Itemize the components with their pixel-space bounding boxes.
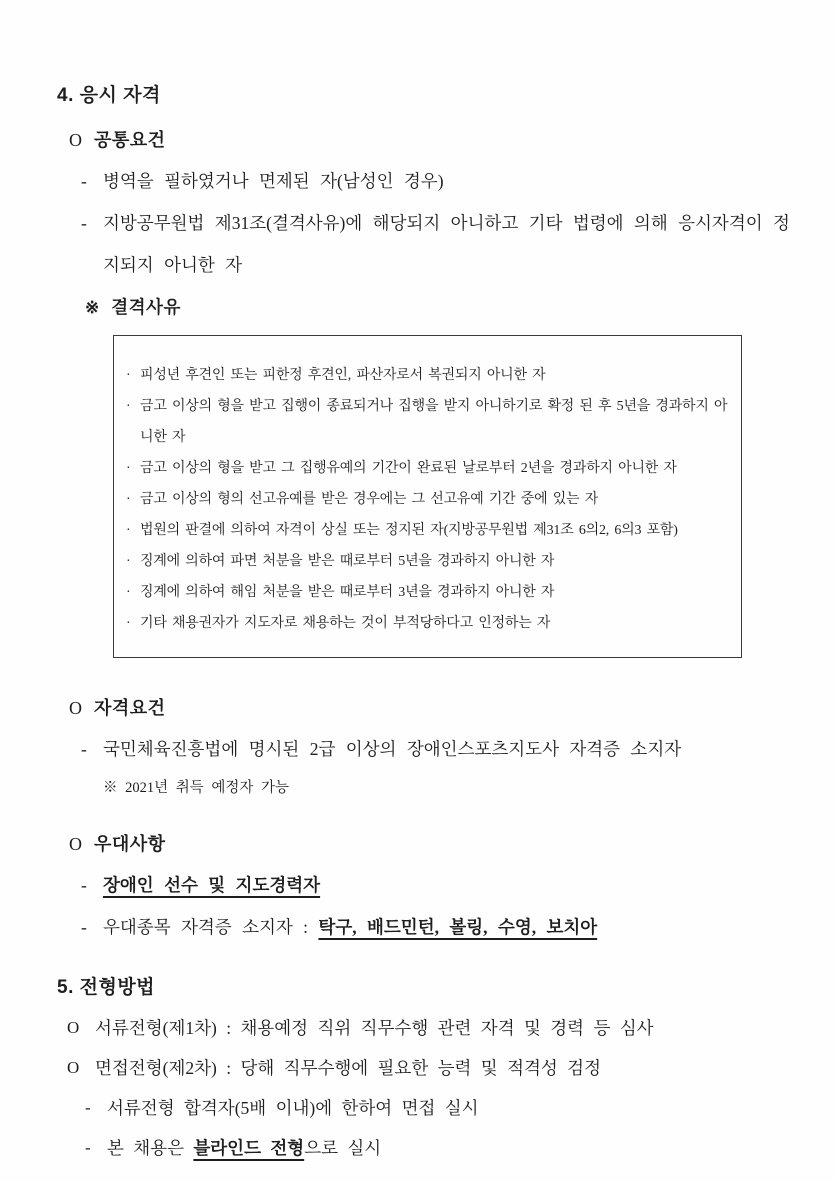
circle-bullet: O	[67, 1058, 80, 1077]
qualification-label: 자격요건	[94, 698, 166, 718]
preference-label: 우대사항	[94, 834, 166, 854]
qualification-note: ※ 2021년 취득 예정자 가능	[103, 780, 290, 796]
disqualification-box	[113, 335, 742, 658]
list-item	[67, 1048, 790, 1088]
list-item	[67, 1008, 790, 1048]
dot-bullet: ·	[126, 585, 131, 600]
list-item	[67, 1088, 790, 1128]
circle-bullet: O	[69, 834, 82, 854]
circle-bullet: O	[69, 130, 82, 150]
list-item-text	[103, 906, 790, 948]
dash-bullet: -	[85, 1098, 91, 1117]
preference-item-underlined: 장애인 선수 및 지도경력자	[103, 875, 321, 895]
section4-title: 4. 응시 자격	[57, 85, 161, 106]
list-item-text: 금고 이상의 형의 선고유예를 받은 경우에는 그 선고유예 기간 중에 있는 자	[140, 492, 599, 507]
circle-bullet: O	[67, 1018, 80, 1037]
list-item	[126, 391, 729, 453]
list-item-text: 국민체육진흥법에 명시된 2급 이상의 장애인스포츠지도사 자격증 소지자	[103, 739, 682, 759]
list-item-text: 징계에 의하여 해임 처분을 받은 때로부터 3년을 경과하지 아니한 자	[140, 585, 555, 600]
blind-selection-underlined: 블라인드 전형	[193, 1138, 305, 1158]
reference-mark: ※	[85, 298, 100, 317]
dot-bullet: ·	[126, 616, 131, 631]
blind-suffix: 으로 실시	[304, 1138, 382, 1158]
dot-bullet: ·	[126, 461, 131, 476]
list-item-text: 지방공무원법 제31조(결격사유)에 해당되지 아니하고 기타 법령에 의해 응시자격이 정지되지 아니한 자	[103, 213, 790, 275]
preference-list	[57, 864, 790, 948]
list-item-text	[107, 1128, 790, 1168]
list-item	[126, 360, 729, 391]
common-requirements-heading	[69, 126, 790, 152]
list-item-text: 면접전형(제2차) : 당해 직무수행에 필요한 능력 및 적격성 검정	[95, 1058, 601, 1078]
qualification-heading	[69, 694, 790, 720]
common-requirements-label: 공통요건	[94, 130, 166, 150]
dash-bullet: -	[81, 917, 87, 937]
list-item-text: 서류전형 합격자(5배 이내)에 한하여 면접 실시	[107, 1098, 479, 1118]
dash-bullet: -	[85, 1138, 91, 1157]
list-item-text: 기타 채용권자가 지도자로 채용하는 것이 부적당하다고 인정하는 자	[140, 616, 551, 631]
list-item	[81, 202, 790, 286]
list-item-text: 병역을 필하였거나 면제된 자(남성인 경우)	[103, 171, 444, 191]
disqualification-label: 결격사유	[111, 297, 181, 317]
blind-prefix: 본 채용은	[107, 1138, 194, 1158]
dot-bullet: ·	[126, 523, 131, 538]
list-item	[126, 577, 729, 608]
section5-title: 5. 전형방법	[57, 977, 156, 998]
list-item	[126, 608, 729, 639]
common-requirements-list	[57, 160, 790, 286]
dash-bullet: -	[81, 739, 87, 759]
preference-item2-prefix: 우대종목 자격증 소지자 :	[103, 917, 319, 937]
list-item	[67, 1128, 790, 1168]
selection-method-list	[57, 1008, 790, 1168]
dot-bullet: ·	[126, 368, 131, 383]
list-item	[126, 484, 729, 515]
list-item	[126, 515, 729, 546]
list-item-text: 법원의 판결에 의하여 자격이 상실 또는 정지된 자(지방공무원법 제31조 6의2, 6의3 포함)	[140, 523, 678, 538]
list-item	[126, 546, 729, 577]
dash-bullet: -	[81, 875, 87, 895]
list-item	[81, 160, 790, 202]
dot-bullet: ·	[126, 399, 131, 414]
preference-heading	[69, 830, 790, 856]
qualification-list	[57, 728, 790, 770]
disqualification-list	[126, 360, 729, 639]
preference-sports-underlined: 탁구, 배드민턴, 볼링, 수영, 보치아	[318, 917, 598, 937]
list-item-text: 금고 이상의 형을 받고 그 집행유예의 기간이 완료된 날로부터 2년을 경과하지 아니한 자	[140, 461, 677, 476]
dot-bullet: ·	[126, 492, 131, 507]
list-item	[81, 906, 790, 948]
list-item-text: 징계에 의하여 파면 처분을 받은 때로부터 5년을 경과하지 아니한 자	[140, 554, 555, 569]
list-item	[81, 864, 790, 906]
dash-bullet: -	[81, 213, 87, 233]
list-item	[126, 453, 729, 484]
list-item-text: 금고 이상의 형을 받고 집행이 종료되거나 집행을 받지 아니하기로 확정 된 후 5년을 경과하지 아니한 자	[140, 399, 728, 445]
list-item-text: 서류전형(제1차) : 채용예정 직위 직무수행 관련 자격 및 경력 등 심사	[95, 1018, 654, 1038]
dash-bullet: -	[81, 171, 87, 191]
list-item-text: 피성년 후견인 또는 피한정 후견인, 파산자로서 복권되지 아니한 자	[140, 368, 546, 383]
dot-bullet: ·	[126, 554, 131, 569]
disqualification-heading	[85, 294, 790, 319]
circle-bullet: O	[69, 698, 82, 718]
list-item	[81, 728, 790, 770]
